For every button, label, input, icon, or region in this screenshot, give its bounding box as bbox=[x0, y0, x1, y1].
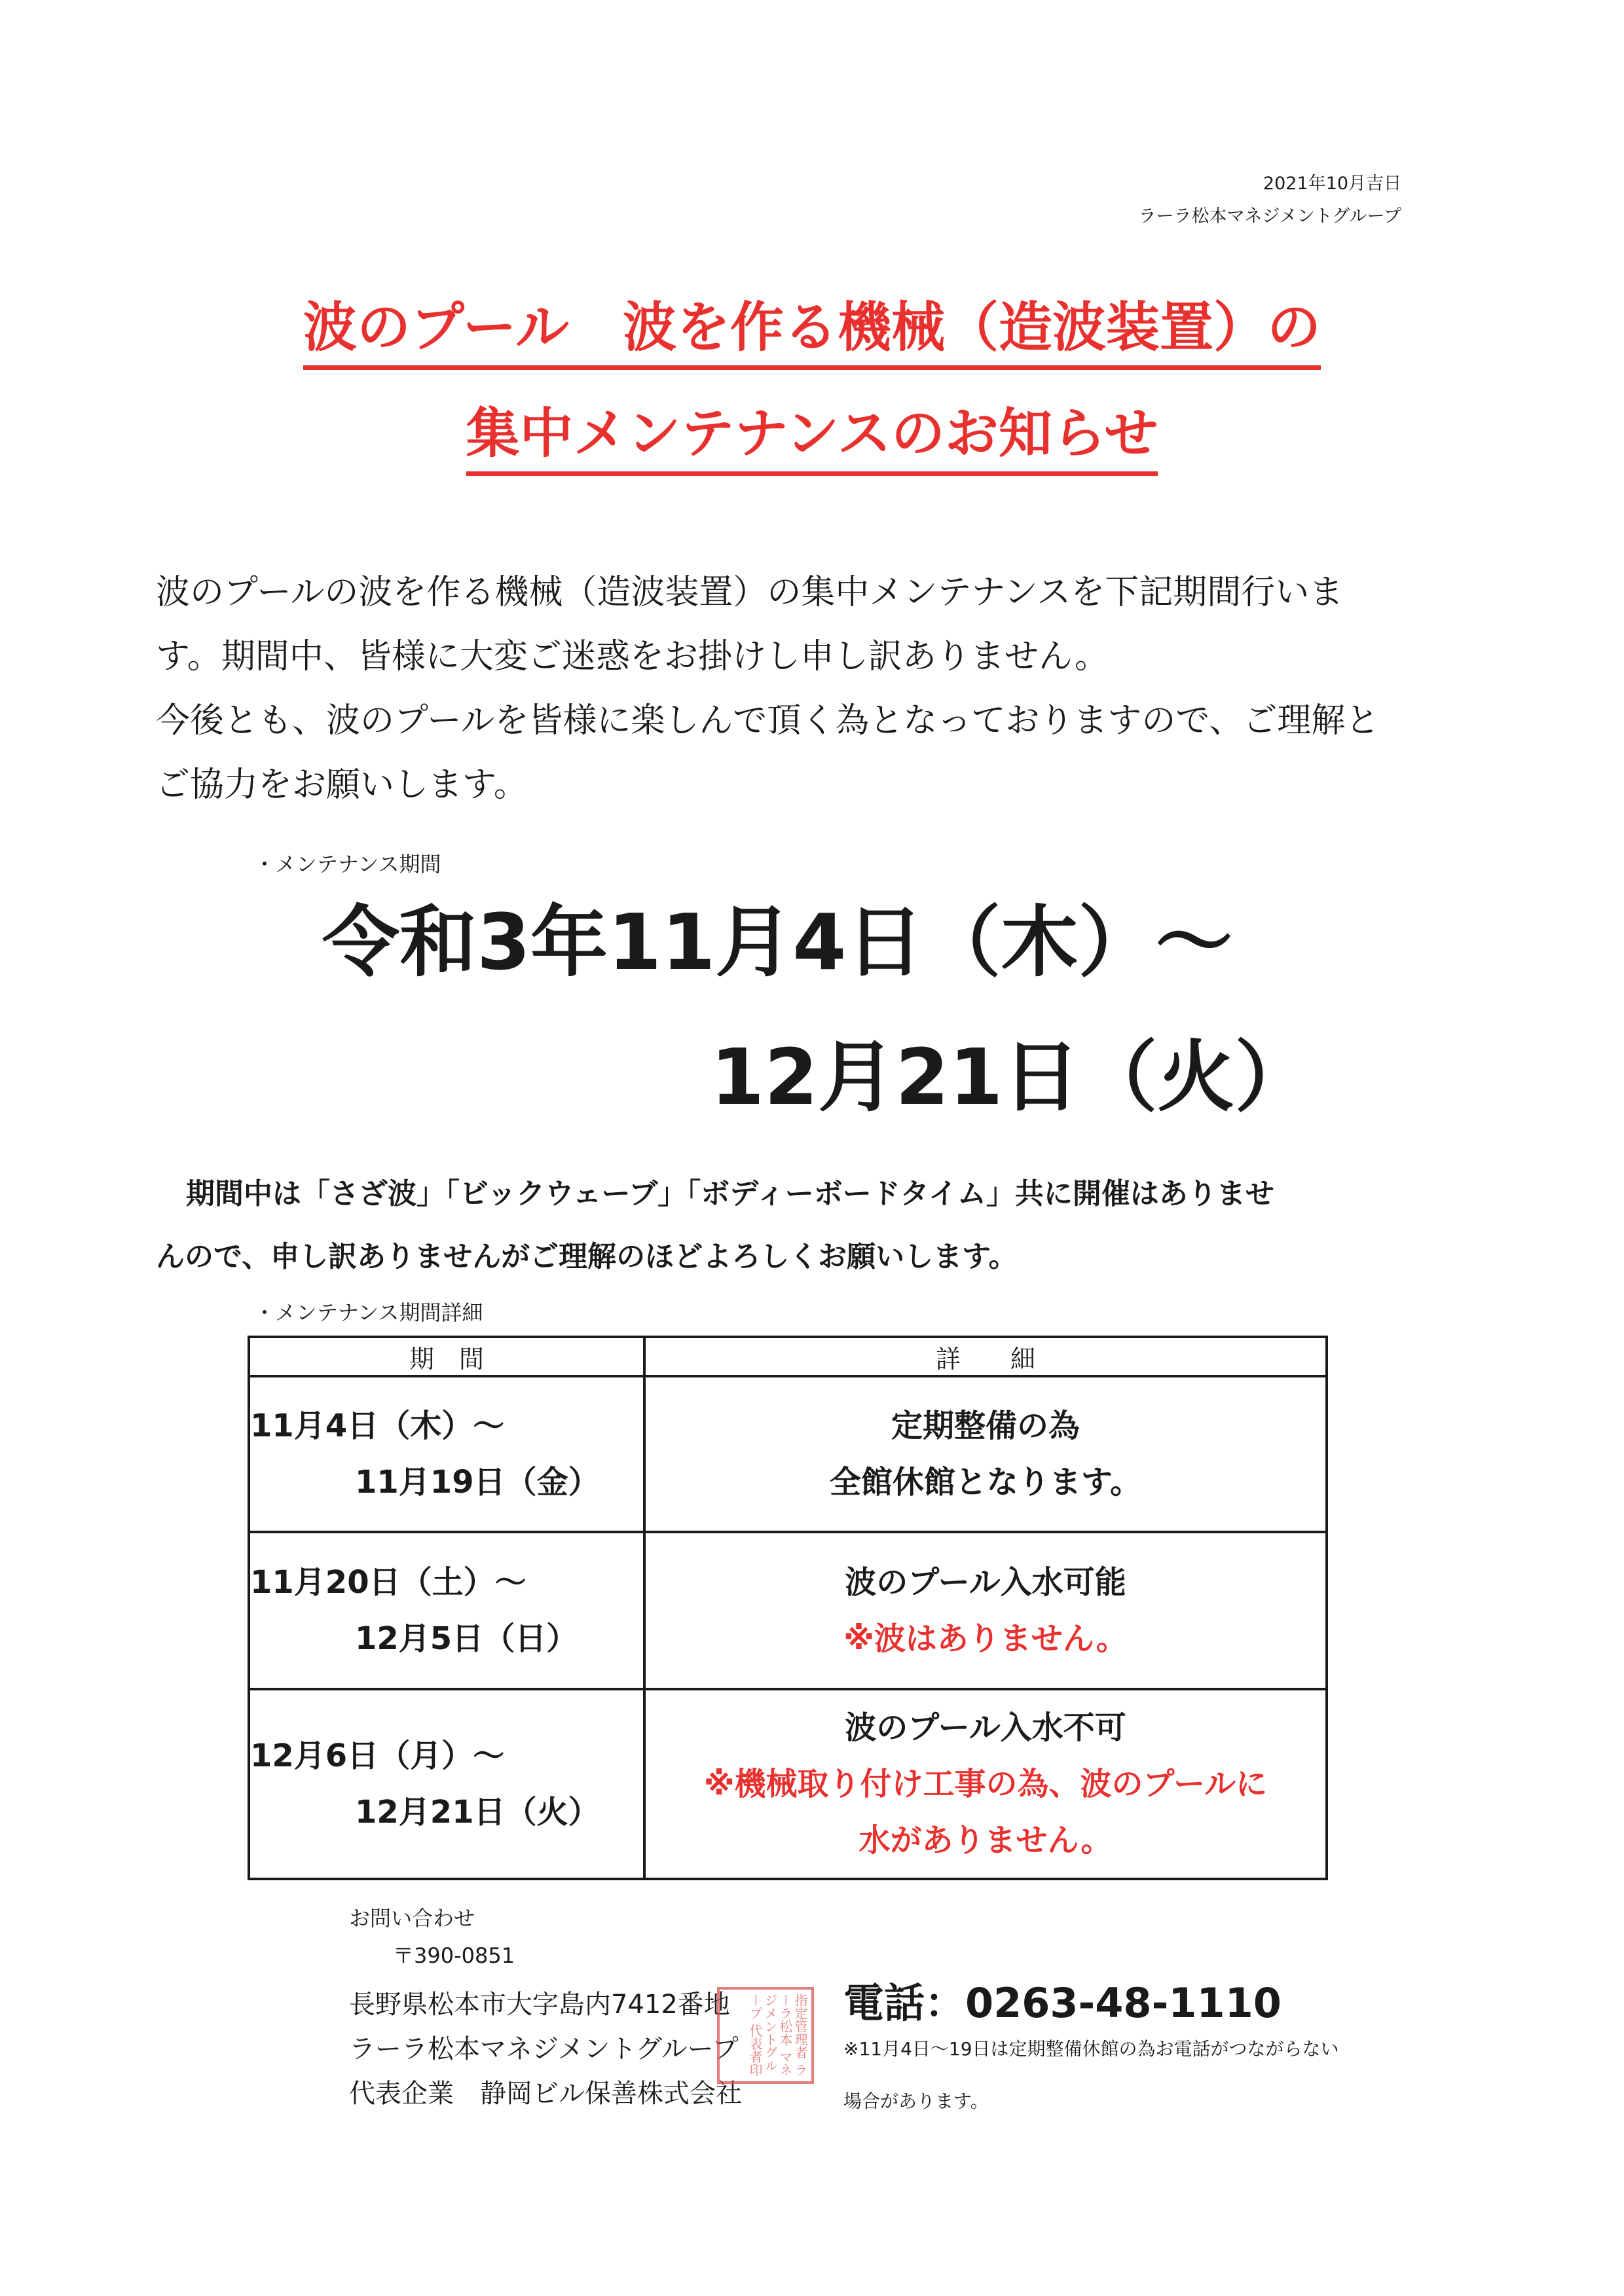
period-to: 12月21日（火） bbox=[355, 1794, 600, 1831]
address: 長野県松本市大字島内7412番地 bbox=[349, 1990, 730, 2020]
title-text-1: 波のプール 波を作る機械（造波装置）の bbox=[303, 297, 1321, 370]
period-cell bbox=[249, 1689, 644, 1879]
notice-line: 期間中は「さざ波」「ビックウェーブ」「ボディーボードタイム」共に開催はありませ bbox=[186, 1177, 1274, 1211]
detail-text: 定期整備の為 bbox=[891, 1408, 1080, 1444]
title-text-2: 集中メンテナンスのお知らせ bbox=[466, 403, 1158, 476]
intro-line: 波のプールの波を作る機械（造波装置）の集中メンテナンスを下記期間行いま bbox=[156, 573, 1344, 612]
group-name: ラーラ松本マネジメントグループ bbox=[349, 2034, 739, 2064]
notice-line: んので、申し訳ありませんがご理解のほどよろしくお願いします。 bbox=[156, 1240, 1018, 1273]
header-detail: 詳 細 bbox=[644, 1337, 1327, 1376]
seal-stamp bbox=[717, 1987, 814, 2084]
schedule-table bbox=[248, 1336, 1328, 1880]
header-period: 期 間 bbox=[249, 1337, 644, 1376]
intro-line: ご協力をお願いします。 bbox=[156, 765, 528, 805]
detail-note-2: 水がありません。 bbox=[858, 1822, 1113, 1859]
table-header-row bbox=[249, 1337, 1327, 1376]
company-name: 代表企業 静岡ビル保善株式会社 bbox=[349, 2079, 742, 2109]
page-title-line-1 bbox=[0, 297, 1624, 359]
detail-note: ※機械取り付け工事の為、波のプールに bbox=[703, 1766, 1268, 1802]
intro-line: す。期間中、皆様に大変ご迷惑をお掛けし申し訳ありません。 bbox=[156, 637, 1109, 676]
detail-note: ※波はありません。 bbox=[843, 1620, 1128, 1657]
period-label: ・メンテナンス期間 bbox=[254, 852, 441, 877]
phone-note-line: 場合があります。 bbox=[843, 2090, 989, 2112]
contact-label: お問い合わせ bbox=[349, 1906, 475, 1931]
detail-cell bbox=[644, 1376, 1327, 1532]
period-cell bbox=[249, 1532, 644, 1689]
period-to: 11月19日（金） bbox=[355, 1464, 600, 1501]
detail-text-2: 全館休館となります。 bbox=[829, 1464, 1142, 1501]
table-row bbox=[249, 1689, 1327, 1879]
stamp-text: 指定管理者 ラーラ松本 マネジメントグループ 代表者印 bbox=[747, 1994, 808, 2077]
organization-line: ラーラ松本マネジメントグループ bbox=[1138, 206, 1401, 227]
page-title-line-2 bbox=[0, 403, 1624, 465]
table-row bbox=[249, 1376, 1327, 1532]
period-start: 令和3年11月4日（木）～ bbox=[322, 897, 1233, 987]
phone-note-line: ※11月4日～19日は定期整備休館の為お電話がつながらない bbox=[843, 2038, 1339, 2060]
intro-paragraph bbox=[156, 560, 1466, 817]
schedule-label: ・メンテナンス期間詳細 bbox=[254, 1300, 483, 1325]
period-from: 11月20日（土）～ bbox=[250, 1564, 526, 1601]
table-row bbox=[249, 1532, 1327, 1689]
period-end: 12月21日（火） bbox=[710, 1032, 1312, 1122]
period-cell bbox=[249, 1376, 644, 1532]
date-line: 2021年10月吉日 bbox=[1263, 173, 1401, 194]
detail-cell bbox=[644, 1689, 1327, 1879]
detail-text: 波のプール入水不可 bbox=[845, 1709, 1126, 1746]
phone-number: 電話：0263-48-1110 bbox=[843, 1979, 1282, 2027]
detail-text: 波のプール入水可能 bbox=[845, 1564, 1126, 1601]
intro-line: 今後とも、波のプールを皆様に楽しんで頂く為となっておりますので、ご理解と bbox=[156, 701, 1380, 740]
phone-note bbox=[843, 2023, 1339, 2128]
period-to: 12月5日（日） bbox=[355, 1620, 578, 1657]
period-from: 12月6日（月）～ bbox=[250, 1738, 505, 1774]
postal-code: 〒390-0851 bbox=[393, 1943, 515, 1968]
period-from: 11月4日（木）～ bbox=[250, 1408, 505, 1444]
detail-cell bbox=[644, 1532, 1327, 1689]
notice-paragraph bbox=[156, 1163, 1274, 1288]
